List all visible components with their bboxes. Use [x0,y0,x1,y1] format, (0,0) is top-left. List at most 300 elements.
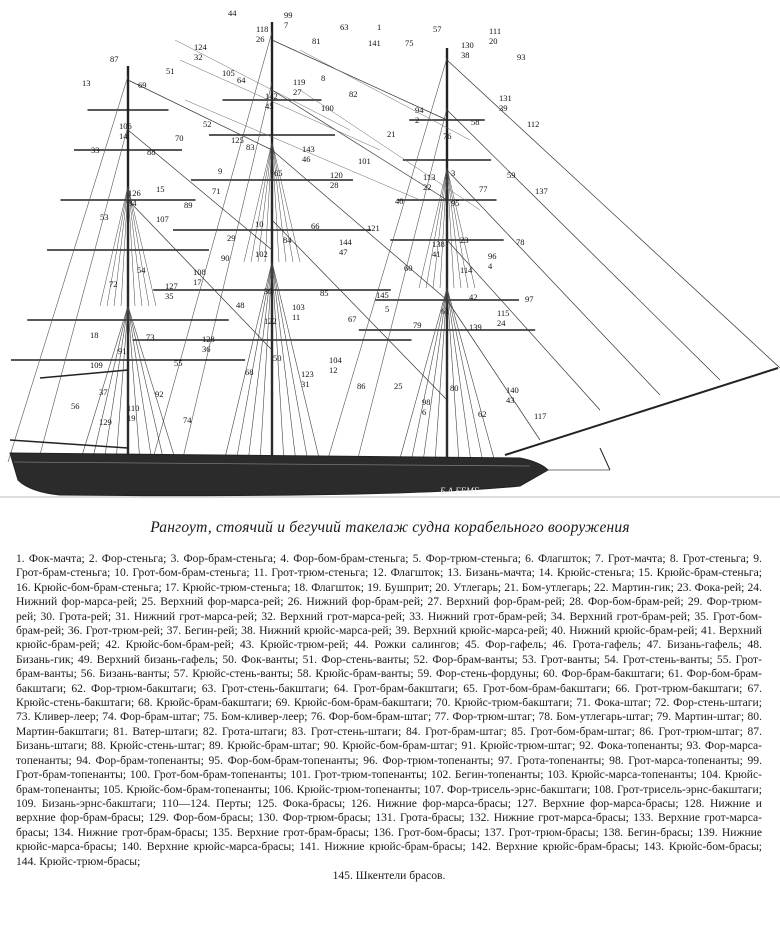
legend-item: 6. Флагшток; [525,552,591,565]
stay [272,150,447,300]
legend-item: 102. Бегин-топенанты; [430,768,544,782]
diagram-label: 130 [461,40,474,50]
diagram-label: 13 [82,78,91,88]
diagram-label: 40 [395,196,404,206]
legend-item: 99. Грот-брам-топенанты; [16,753,762,782]
rigging-group [8,22,780,470]
legend-item: 135. Верхние грот-брам-брасы; [212,825,370,839]
diagram-label: 50 [273,353,282,363]
diagram-label: 106 [119,121,132,131]
diagram-label: 102 [255,249,268,259]
legend-item: 41. Верхний крюйс-брам-рей; [16,624,762,652]
shroud [447,288,483,462]
diagram-label: 138 [432,239,445,249]
diagram-label: 79 [413,320,422,330]
diagram-label: 85 [320,288,329,298]
diagram-label: 71 [212,186,221,196]
legend-item: 72. Фор-стень-штаги; [654,696,762,710]
backstay [38,126,128,462]
shroud [447,288,471,462]
shroud [104,306,128,462]
diagram-label: 83 [246,142,255,152]
diagram-label: 108 [193,267,206,277]
legend-item: 145. Шкентели брасов. [332,868,446,882]
legend-item: 7. Грот-мачта; [595,552,666,565]
diagram-label: 90 [221,253,230,263]
legend-item: 82. Грота-штаги; [202,724,288,738]
legend-item: 129. Фор-бом-брасы; [148,811,254,825]
diagram-label: 70 [175,133,184,143]
diagram-label: 145 [376,290,389,300]
legend-item: 107. Фор-трисель-эрнс-бакштаги; [423,782,591,796]
legend-item: 14. Крюйс-стеньга; [538,566,635,580]
legend-item: 5. Фор-трюм-стеньга; [412,552,521,565]
diagram-label: 1 [377,22,382,32]
legend-item: 49. Верхний бизань-гафель; [78,652,219,666]
diagram-label: 143 [302,144,315,154]
shroud [128,306,164,462]
diagram-label: 43 [506,395,515,405]
diagram-label: 78 [516,237,525,247]
diagram-label: 56 [71,401,80,411]
legend-item: 92. Фока-топенанты; [579,739,683,753]
legend-item: 23. Фока-рей; [677,580,745,594]
signature: Б.А.БЕМЕ [440,486,480,496]
legend-item: 73. Кливер-леер; [16,710,99,724]
legend-item: 18. Флагшток; [293,580,364,594]
legend-item: 33. Нижний грот-брам-рей; [409,609,547,623]
legend-item: 27. Верхний фор-брам-рей; [427,595,565,609]
diagram-label: 87 [110,54,119,64]
martingale [600,448,610,470]
brace [300,50,470,140]
legend-item: 89. Крюйс-брам-штаг; [208,739,321,753]
legend-item: 142. Верхние крюйс-брам-брасы; [470,840,639,854]
legend-item: 91. Крюйс-трюм-штаг; [461,739,576,753]
diagram-label: 72 [109,279,118,289]
diagram-label: 62 [478,409,487,419]
diagram-label: 39 [499,103,508,113]
diagram-label: 67 [348,314,357,324]
legend-item: 144. Крюйс-трюм-брасы; [16,854,141,868]
diagram-label: 53 [100,212,109,222]
legend-item: 87. Бизань-штаги; [16,724,762,753]
diagram-label: 5 [385,304,390,314]
diagram-label: 10 [255,219,264,229]
legend-item: 17. Крюйс-трюм-стеньга; [164,580,291,594]
legend-item: 57. Крюйс-стень-ванты; [173,667,294,681]
diagram-label: 112 [527,119,540,129]
legend-item: 86. Грот-трюм-штаг; [639,724,743,738]
diagram-label: 107 [156,214,169,224]
diagram-label: 73 [146,332,155,342]
stay [128,80,272,150]
diagram-label: 51 [166,66,175,76]
shroud [128,306,140,462]
legend-item: 42. Крюйс-бом-брам-рей; [105,638,235,652]
diagram-label: 129 [99,417,112,427]
shroud [128,306,176,462]
diagram-label: 123 [301,369,314,379]
legend-item: 136. Грот-бом-брасы; [373,825,480,839]
legend-item: 71. Фока-штаг; [576,696,652,710]
diagram-label: 63 [340,22,349,32]
diagram-label: 99 [284,10,293,20]
diagram-label: 88 [147,147,156,157]
legend-item: 132. Нижние грот-марса-брасы; [469,811,629,825]
legend-item: 65. Грот-бом-брам-бакштаги; [463,681,611,695]
legend-item: 70. Крюйс-трюм-бакштаги; [435,696,573,710]
diagram-label: 77 [479,184,488,194]
legend-item: 59. Фор-стень-фордуны; [417,667,540,681]
diagram-label: 103 [292,302,305,312]
legend-item: 52. Фор-брам-ванты; [413,652,518,666]
diagram-label: 117 [534,411,547,421]
diagram-label: 104 [329,355,342,365]
legend-item: 75. Бом-кливер-леер; [203,710,308,724]
diagram-label: 101 [358,156,371,166]
legend-item: 35. Грот-бом-брам-рей; [16,609,762,638]
diagram-label: 144 [339,237,352,247]
diagram-label: 7 [284,20,289,30]
legend-item: 29. Фор-трюм-рей; [16,595,762,623]
legend-item: 1. Фок-мачта; [16,552,85,565]
diagram-label: 84 [283,235,292,245]
legend-item: 21. Бом-утлегарь; [504,580,591,594]
legend-item: 8. Грот-стеньга; [669,552,750,565]
legend-item: 76. Фор-бом-брам-штаг; [310,710,432,724]
diagram-label: 58 [471,117,480,127]
legend-item: 43. Крюйс-трюм-рей; [239,638,349,652]
legend-item: 79. Мартин-штаг; [656,710,745,724]
diagram-label: 65 [274,168,283,178]
legend-item: 128. Нижние и верхние фор-брам-брасы; [16,796,763,825]
diagram-label: 45 [265,101,274,111]
diagram-label: 120 [330,170,343,180]
legend-item: 109. Бизань-эрнс-бакштаги; [16,796,156,810]
legend-item: 47. Бизань-гафель; [646,638,742,652]
diagram-label: 127 [165,281,178,291]
diagram-label: 82 [349,89,358,99]
shroud [80,306,128,462]
diagram-label: 38 [461,50,470,60]
legend-item: 24. Нижний фор-марса-рей; [16,580,762,609]
legend-item: 10. Грот-бом-брам-стеньга; [114,566,250,580]
diagram-label: 61 [441,306,450,316]
legend-item: 20. Утлегарь; [435,580,502,594]
diagram-label: 94 [415,105,424,115]
legend-item: 103. Крюйс-марса-топенанты; [547,768,697,782]
legend-item: 64. Грот-брам-бакштаги; [333,681,459,695]
shroud [244,142,272,262]
diagram-label: 86 [357,381,366,391]
diagram-label: 81 [312,36,321,46]
diagram-label: 75 [405,38,414,48]
shroud [116,306,128,462]
legend-item: 93. Фор-марса-топенанты; [16,739,763,767]
legend-item: 106. Крюйс-трюм-топенанты; [273,782,421,796]
legend-item: 77. Фор-трюм-штаг; [434,710,536,724]
diagram-label: 57 [433,24,442,34]
diagram-label: 80 [450,383,459,393]
diagram-label: 48 [236,300,245,310]
legend-item: 67. Крюйс-стень-бакштаги; [16,681,763,710]
legend-item: 3. Фор-брам-стеньга; [170,552,277,565]
stay [447,300,540,440]
diagram-label: 24 [497,318,506,328]
figure-caption: Рангоут, стоячий и бегучий такелаж судна корабельного вооружения [150,519,630,536]
legend-item: 83. Грот-стень-штаги; [291,724,402,738]
diagram-label-group [71,8,548,427]
legend-item: 90. Крюйс-бом-брам-штаг; [323,739,458,753]
diagram-label: 35 [165,291,174,301]
legend-item: 101. Грот-трюм-топенанты; [290,768,428,782]
legend-item: 143. Крюйс-бом-брасы; [643,840,762,854]
legend-item: 32. Верхний грот-марса-рей; [261,609,406,623]
diagram-label: 8 [321,73,326,83]
legend-item: 50. Фок-ванты; [222,652,299,666]
diagram-label: 105 [222,68,235,78]
shroud [447,288,495,462]
legend-item: 97. Грота-топенанты; [498,753,605,767]
shroud [251,142,272,262]
legend-item: 31. Нижний грот-марса-рей; [115,609,258,623]
gaff [40,370,128,378]
diagram-label: 60 [404,263,413,273]
diagram-label: 6 [422,407,427,417]
legend-item: 11. Грот-трюм-стеньга; [253,566,369,580]
legend-item: 98. Грот-марса-топенанты; [609,753,743,767]
diagram-label: 26 [256,34,265,44]
legend-item: 39. Верхний крюйс-марса-рей; [395,624,548,638]
legend-item: 53. Грот-ванты; [522,652,600,666]
diagram-label: 42 [469,292,478,302]
legend-item: 74. Фор-брам-штаг; [102,710,200,724]
diagram-label: 20 [489,36,498,46]
legend-item: 63. Грот-стень-бакштаги; [201,681,329,695]
diagram-label: 125 [231,135,244,145]
legend-item: 2. Фор-стеньга; [88,552,167,565]
legend-item: 48. Бизань-гик; [16,638,762,666]
diagram-label: 141 [368,38,381,48]
diagram-label: 15 [156,184,165,194]
diagram-label: 76 [443,131,452,141]
diagram-label: 113 [423,172,436,182]
diagram-label: 126 [128,188,141,198]
diagram-label: 32 [194,52,203,62]
legend-item: 62. Фор-трюм-бакштаги; [71,681,197,695]
legend-item: 25. Верхний фор-марса-рей; [141,595,284,609]
diagram-label: 111 [489,26,502,36]
legend-item: 26. Нижний фор-брам-рей; [287,595,424,609]
brace [180,60,380,150]
shroud [433,168,447,288]
legend-item: 68. Крюйс-брам-бакштаги; [138,696,272,710]
diagram-label: 31 [301,379,310,389]
shroud [128,306,152,462]
legend-item: 80. Мартин-бакштаги; [16,710,762,738]
legend-item: 9. Грот-брам-стеньга; [16,552,762,580]
stay [447,110,720,380]
legend-item: 133. Верхние грот-марса-брасы; [16,811,763,839]
diagram-label: 36 [202,344,211,354]
legend-item: 28. Фор-бом-брам-рей; [569,595,684,609]
diagram-label: 23 [460,235,469,245]
legend-item: 44. Рожки салингов; [354,638,460,652]
diagram-label: 55 [174,358,183,368]
legend-item: 40. Нижний крюйс-брам-рей; [551,624,698,638]
legend-item: 55. Грот-брам-ванты; [16,652,762,681]
legend-item: 30. Грота-рей; [40,609,112,623]
diagram-label: 11 [292,312,301,322]
legend-item: 88. Крюйс-стень-штаг; [91,739,206,753]
backstay [152,32,272,462]
legend-item: 131. Грота-брасы; [375,811,465,825]
legend-item: 34. Верхний грот-брам-рей; [550,609,691,623]
diagram-label: 4 [488,261,493,271]
boom [10,440,128,448]
legend-item: 61. Фор-бом-брам-бакштаги; [16,667,762,695]
diagram-label: 142 [265,91,278,101]
legend-item: 96. Фор-трюм-топенанты; [363,753,494,767]
diagram-label: 37 [99,387,108,397]
legend-item: 58. Крюйс-брам-ванты; [297,667,414,681]
legend-item: 140. Верхние крюйс-марса-брасы; [121,840,295,854]
legend-item: 94. Фор-брам-топенанты; [76,753,204,767]
diagram-label: 98 [422,397,431,407]
diagram-label: 140 [506,385,519,395]
diagram-label: 59 [507,170,516,180]
backstay [8,76,128,462]
legend-item: 108. Грот-трисель-эрнс-бакштаги; [593,782,762,796]
diagram-label: 110 [127,403,140,413]
diagram-label: 118 [256,24,269,34]
diagram-label: 100 [321,103,334,113]
diagram-label: 64 [237,75,246,85]
diagram-label: 124 [194,42,207,52]
legend-item: 137. Грот-трюм-брасы; [484,825,599,839]
legend-item: 81. Ватер-штаги; [113,724,199,738]
diagram-label: 96 [488,251,497,261]
diagram-label: 9 [218,166,223,176]
legend-item: 85. Грот-бом-брам-штаг; [511,724,635,738]
legend-item: 51. Фор-стень-ванты; [302,652,410,666]
stay [447,170,660,395]
diagram-label: 33 [91,145,100,155]
diagram-label: 121 [367,223,380,233]
legend-item: 110—124. Перты; [161,796,252,810]
diagram-label: 3 [451,168,456,178]
diagram-label: 21 [387,129,396,139]
diagram-label: 27 [293,87,302,97]
legend-item: 54. Грот-стень-ванты; [604,652,713,666]
diagram-label: 69 [138,80,147,90]
diagram-label: 47 [339,247,348,257]
legend-item: 19. Бушприт; [367,580,433,594]
diagram-label: 22 [423,182,432,192]
legend-item: 104. Крюйс-брам-топенанты; [16,768,763,796]
legend-item: 12. Флагшток; [372,566,444,580]
diagram-label: 52 [203,119,212,129]
diagram-label: 41 [432,249,441,259]
legend-item: 126. Нижние фор-марса-брасы; [350,796,511,810]
diagram-label: 137 [535,186,548,196]
legend-item: 13. Бизань-мачта; [447,566,535,580]
diagram-label: 29 [227,233,236,243]
diagram-label: 92 [155,389,164,399]
legend-item: 22. Мартин-гик; [594,580,674,594]
legend-item: 38. Нижний крюйс-марса-рей; [241,624,392,638]
legend-item: 134. Нижние грот-брам-брасы; [53,825,209,839]
diagram-label: 119 [293,77,306,87]
diagram-label: 19 [127,413,136,423]
diagram-label: 74 [183,415,192,425]
legend-item: 16. Крюйс-бом-брам-стеньга; [16,580,162,594]
legend-item: 56. Бизань-ванты; [80,667,170,681]
legend-item: 130. Фор-трюм-брасы; [257,811,371,825]
diagram-label: 97 [525,294,534,304]
legend-item: 4. Фор-бом-брам-стеньга; [280,552,409,565]
legend-item: 36. Грот-трюм-рей; [67,624,164,638]
diagram-label: 17 [193,277,202,287]
legend-item: 45. Фор-гафель; [465,638,547,652]
diagram-label: 44 [228,8,237,18]
diagram-label: 30 [264,286,273,296]
diagram-label: 114 [460,265,473,275]
legend-item: 37. Бегин-рей; [166,624,238,638]
diagram-label: 14 [119,131,128,141]
diagram-label: 34 [128,198,137,208]
legend-item: 66. Грот-трюм-бакштаги; [615,681,743,695]
diagram-label: 139 [469,322,482,332]
diagram-label: 95 [451,198,460,208]
legend-item: 105. Крюйс-бом-брам-топенанты; [102,782,271,796]
legend-text [16,552,762,883]
diagram-label: 93 [517,52,526,62]
diagram-label: 68 [245,367,254,377]
legend-item: 46. Грота-гафель; [552,638,642,652]
diagram-label: 128 [202,334,215,344]
legend-item: 100. Грот-бом-брам-топенанты; [129,768,287,782]
diagram-label: 115 [497,308,510,318]
legend-item: 138. Бегин-брасы; [602,825,694,839]
diagram-label: 12 [329,365,338,375]
diagram-label: 18 [90,330,99,340]
diagram-label: 66 [311,221,320,231]
diagram-label: 91 [118,346,127,356]
diagram-label: 2 [415,115,420,125]
legend-item: 78. Бом-утлегарь-штаг; [538,710,654,724]
legend-item: 15. Крюйс-брам-стеньга; [638,566,763,580]
legend-item: 95. Фор-бом-брам-топенанты; [208,753,359,767]
legend-item: 84. Грот-брам-штаг; [405,724,507,738]
diagram-label: 25 [394,381,403,391]
legend-item: 141. Нижние крюйс-брам-брасы; [299,840,466,854]
diagram-label: 109 [90,360,103,370]
diagram-label: 28 [330,180,339,190]
diagram-label: 46 [302,154,311,164]
shroud [447,168,461,288]
legend-item: 125. Фока-брасы; [256,796,346,810]
legend-item: 69. Крюйс-бом-брам-бакштаги; [275,696,433,710]
legend-item: 127. Верхние фор-марса-брасы; [516,796,679,810]
diagram-label: 131 [499,93,512,103]
legend-item: 139. Нижние крюйс-марса-брасы; [16,825,763,854]
diagram-label: 54 [137,265,146,275]
diagram-label: 89 [184,200,193,210]
diagram-label: 122 [264,316,277,326]
legend-item: 60. Фор-брам-бакштаги; [543,667,665,681]
